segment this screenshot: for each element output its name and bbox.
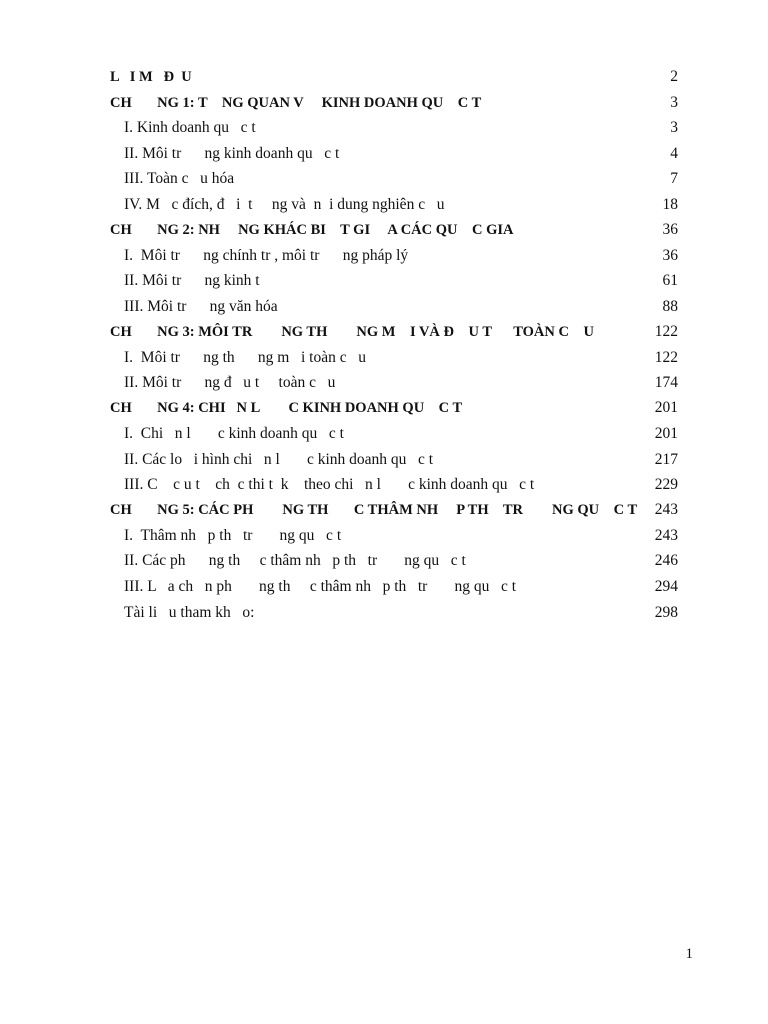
toc-entry-chapter-3 [0, 321, 768, 343]
toc-entry-title: CH NG 4: CHI N L C KINH DOANH QU C T [110, 400, 463, 416]
toc-entry-page: 246 [654, 552, 678, 569]
toc-entry-title: II. Các ph ng th c thâm nh p th tr ng qu c t [124, 552, 466, 569]
toc-entry-page: 18 [662, 196, 678, 213]
toc-entry-page: 36 [662, 221, 678, 238]
toc-entry-chapter-5 [0, 499, 768, 521]
toc-entry-title: CH NG 2: NH NG KHÁC BI T GI A CÁC QU C GIA [110, 222, 514, 238]
toc-entry-title: I. Kinh doanh qu c t [124, 119, 256, 136]
toc-entry-section [0, 347, 768, 369]
toc-entry-chapter-4 [0, 397, 768, 419]
toc-entry-title: CH NG 3: MÔI TR NG TH NG M I VÀ Đ U T TOÀN C U [110, 324, 594, 340]
toc-entry-page: 3 [670, 119, 678, 136]
toc-entry-page: 122 [654, 323, 678, 340]
toc-entry-page: 298 [654, 604, 678, 621]
toc-entry-section [0, 168, 768, 190]
toc-entry-page: 217 [654, 451, 678, 468]
toc-entry-page: 88 [662, 298, 678, 315]
toc-entry-title: I. Môi tr ng th ng m i toàn c u [124, 349, 366, 366]
toc-entry-title: L I M Đ U [110, 69, 192, 85]
toc-entry-title: III. Toàn c u hóa [124, 170, 235, 187]
toc-entry-title: I. Thâm nh p th tr ng qu c t [124, 527, 342, 544]
toc-entry-page: 122 [654, 349, 678, 366]
toc-entry-title: II. Môi tr ng kinh doanh qu c t [124, 145, 340, 162]
toc-entry-title: III. L a ch n ph ng th c thâm nh p th tr ng qu c t [124, 578, 517, 595]
toc-entry-page: 243 [654, 527, 678, 544]
toc-entry-title: II. Môi tr ng đ u t toàn c u [124, 374, 336, 391]
toc-entry-chapter-2 [0, 219, 768, 241]
toc-entry-title: CH NG 5: CÁC PH NG TH C THÂM NH P TH TR NG QU C T [110, 502, 638, 518]
toc-entry-section [0, 117, 768, 139]
toc-entry-title: CH NG 1: T NG QUAN V KINH DOANH QU C T [110, 95, 482, 111]
toc-entry-section [0, 423, 768, 445]
toc-entry-section [0, 474, 768, 496]
toc-entry-page: 2 [670, 68, 678, 85]
toc-entry-page: 201 [654, 425, 678, 442]
toc-entry-page: 174 [654, 374, 678, 391]
toc-entry-section [0, 576, 768, 598]
toc-entry-page: 36 [662, 247, 678, 264]
toc-entry-section [0, 143, 768, 165]
toc-entry-chapter-1 [0, 92, 768, 114]
toc-entry-page: 61 [662, 272, 678, 289]
toc-entry-page: 243 [654, 501, 678, 518]
toc-entry-page: 4 [670, 145, 678, 162]
toc-entry-title: I. Môi tr ng chính tr , môi tr ng pháp lý [124, 247, 409, 264]
toc-entry-section [0, 550, 768, 572]
toc-entry-preface [0, 66, 768, 88]
toc-entry-section [0, 270, 768, 292]
toc-entry-references [0, 602, 768, 624]
toc-entry-page: 7 [670, 170, 678, 187]
toc-entry-page: 294 [654, 578, 678, 595]
toc-entry-section [0, 525, 768, 547]
toc-entry-section [0, 245, 768, 267]
toc-entry-title: III. Môi tr ng văn hóa [124, 298, 278, 315]
toc-entry-page: 3 [670, 94, 678, 111]
toc-entry-section [0, 296, 768, 318]
toc-entry-page: 201 [654, 399, 678, 416]
toc-entry-page: 229 [654, 476, 678, 493]
toc-entry-title: II. Môi tr ng kinh t [124, 272, 260, 289]
toc-entry-title: IV. M c đích, đ i t ng và n i dung nghiên c u [124, 196, 445, 213]
toc-entry-title: Tài li u tham kh o: [124, 604, 255, 621]
toc-entry-section [0, 449, 768, 471]
toc-entry-section [0, 372, 768, 394]
toc-entry-title: I. Chi n l c kinh doanh qu c t [124, 425, 344, 442]
page-number: 1 [685, 946, 693, 962]
toc-entry-title: II. Các lo i hình chi n l c kinh doanh qu c t [124, 451, 434, 468]
toc-entry-title: III. C c u t ch c thi t k theo chi n l c kinh doanh qu c t [124, 476, 535, 493]
toc-entry-section [0, 194, 768, 216]
